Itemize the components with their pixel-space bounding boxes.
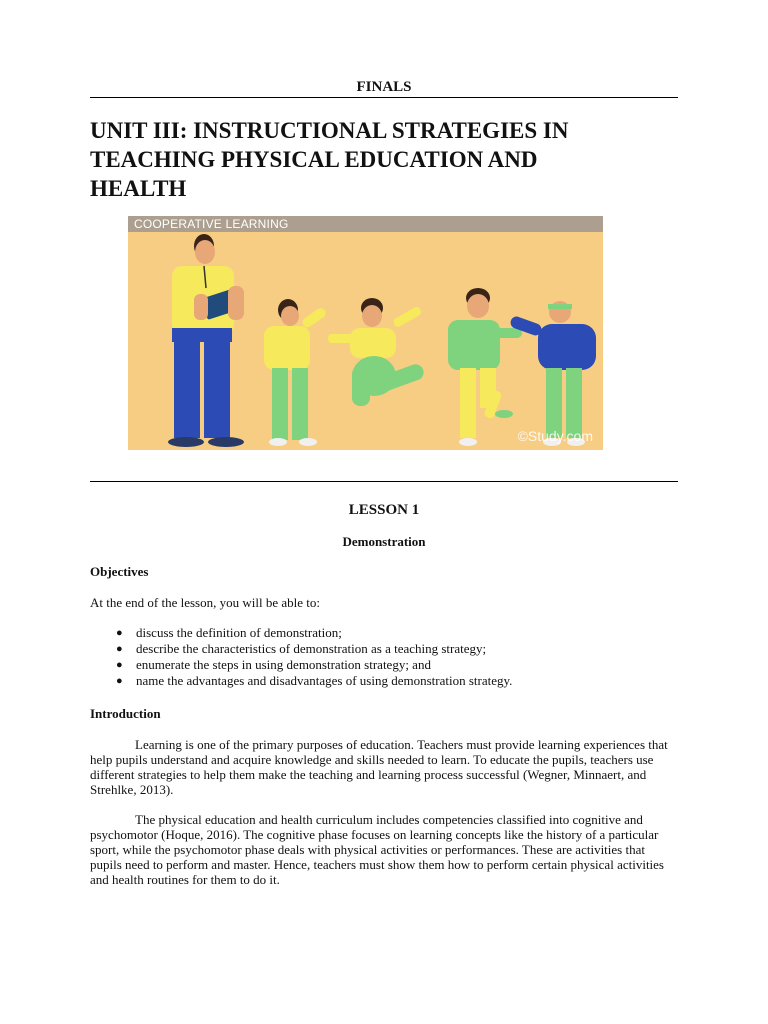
child-figure-3 — [448, 288, 522, 446]
illustration-label-band — [128, 216, 603, 232]
unit-title — [90, 116, 690, 203]
unit-title-line-1: UNIT III: INSTRUCTIONAL STRATEGIES IN — [90, 118, 569, 143]
unit-title-line-3: HEALTH — [90, 176, 187, 201]
illustration-label: COOPERATIVE LEARNING — [134, 217, 289, 231]
list-item — [90, 625, 670, 641]
unit-title-line-2: TEACHING PHYSICAL EDUCATION AND — [90, 147, 538, 172]
list-item-text: describe the characteristics of demonstration as a teaching strategy; — [136, 641, 487, 656]
list-item-text: name the advantages and disadvantages of using demonstration strategy. — [136, 673, 513, 688]
bullet-icon: ● — [116, 675, 123, 687]
bullet-icon: ● — [116, 643, 123, 655]
list-item-text: discuss the definition of demonstration; — [136, 625, 342, 640]
child-figure-4 — [509, 301, 596, 446]
bullet-icon: ● — [116, 659, 123, 671]
objectives-list — [90, 625, 670, 689]
introduction-paragraph-2: The physical education and health curriculum includes competencies classified into cognitive and psychomotor (Hoque, 2016). The cognitive phase focuses on learning concepts like the history of a particular sport, while the psychomotor phase deals with physical activities or performances. These are activities that pupils need to perform and master. Hence, teachers must show them how to perform certain physical activities and health routines for them to do it. — [90, 812, 664, 887]
objectives-heading: Objectives — [90, 564, 149, 579]
child-figure-1 — [264, 299, 328, 446]
list-item-text: enumerate the steps in using demonstration strategy; and — [136, 657, 431, 672]
objectives-intro: At the end of the lesson, you will be able to: — [90, 595, 320, 610]
teacher-figure — [168, 234, 244, 447]
list-item — [90, 641, 670, 657]
lesson-title: Demonstration — [342, 534, 426, 549]
introduction-heading: Introduction — [90, 706, 161, 721]
cooperative-learning-illustration — [128, 216, 603, 450]
introduction-paragraph-1: Learning is one of the primary purposes of education. Teachers must provide learning experiences that help pupils understand and acquire knowledge and skills needed to learn. To educate the pupils, teachers use different strategies to help them make the teaching and learning process successful (Wegner, Minnaert, and Strehlke, 2013). — [90, 737, 668, 797]
study-com-watermark: ©Study.com — [517, 428, 593, 444]
list-item — [90, 673, 670, 689]
illustration-figures — [128, 216, 603, 450]
list-item — [90, 657, 670, 673]
finals-header: FINALS — [356, 79, 412, 95]
lesson-number: LESSON 1 — [348, 502, 420, 518]
header-rule — [90, 97, 678, 98]
child-figure-2 — [328, 298, 426, 406]
bullet-icon: ● — [116, 627, 123, 639]
section-rule — [90, 481, 678, 482]
